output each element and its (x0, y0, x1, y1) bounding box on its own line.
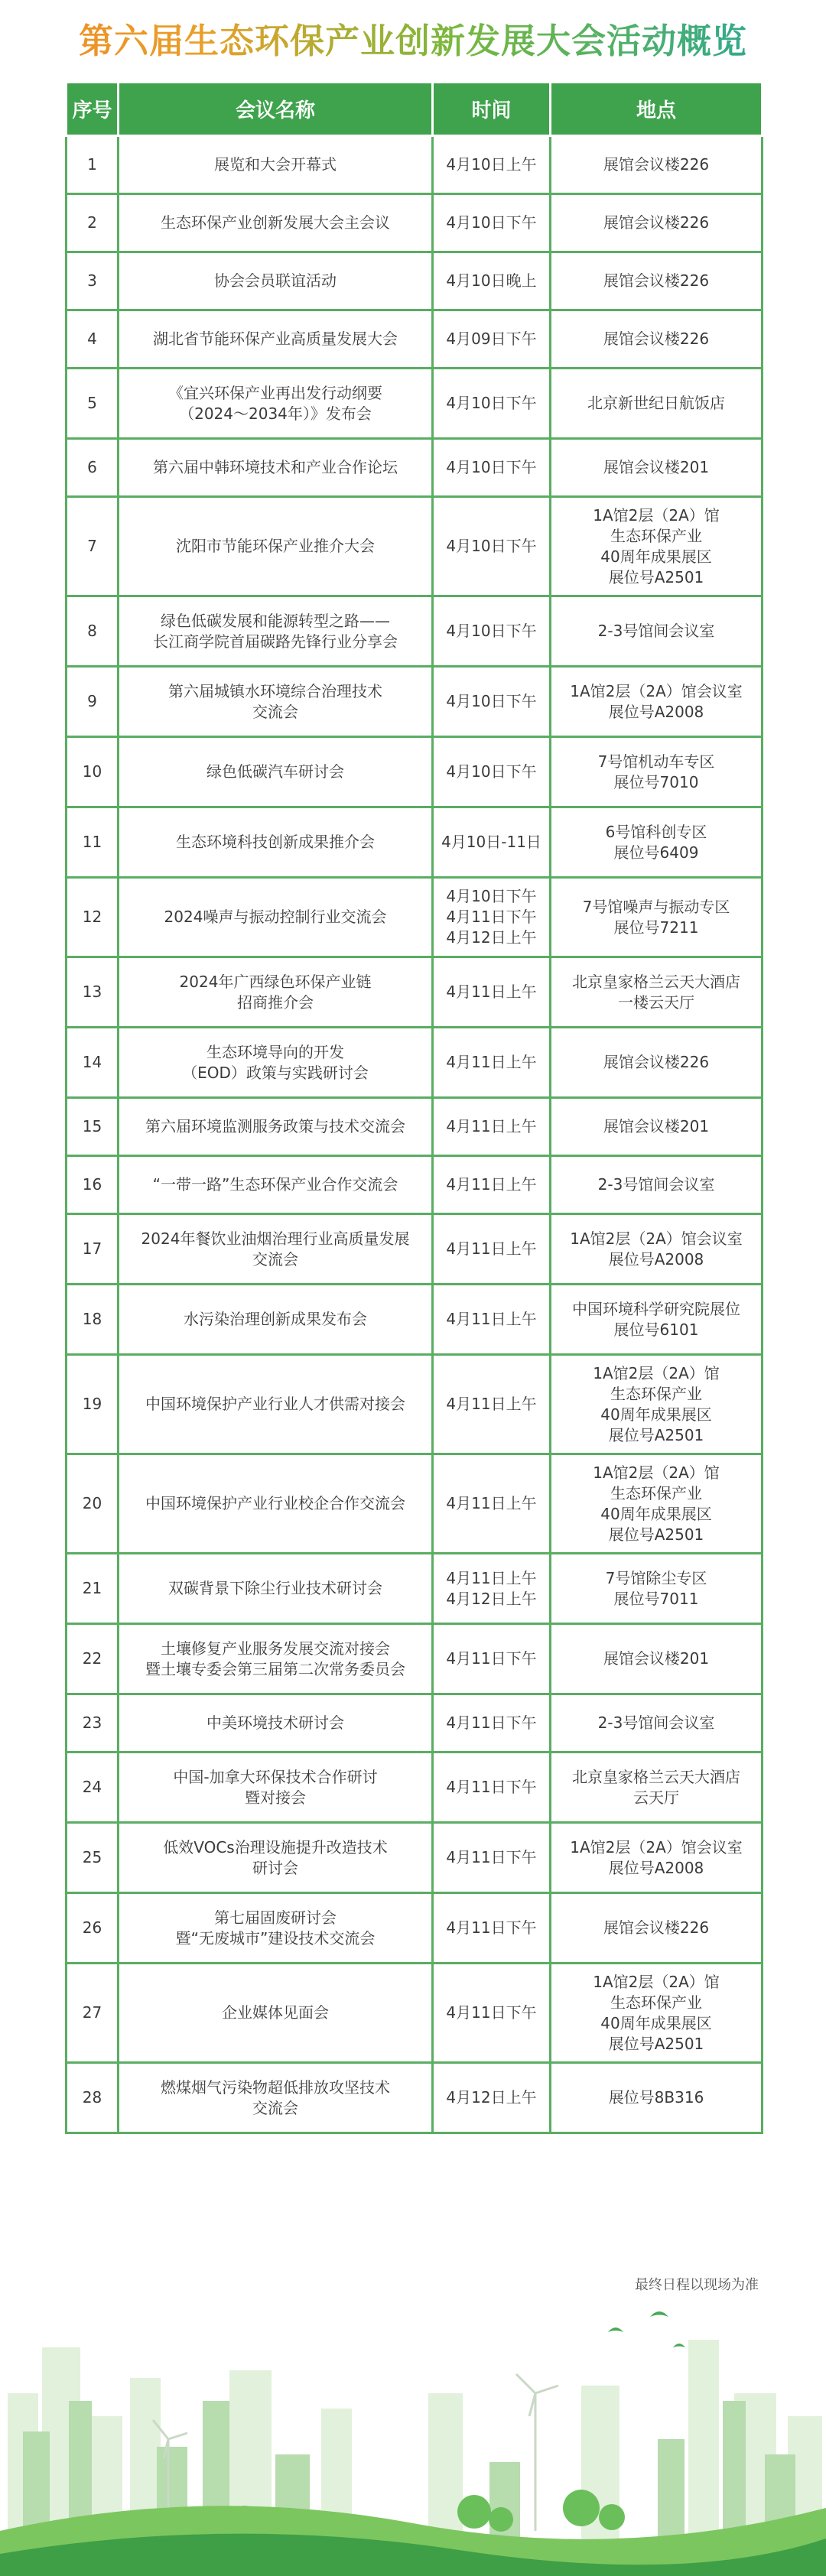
cell-place: 1A馆2层（2A）馆 生态环保产业 40周年成果展区 展位号A2501 (551, 1454, 763, 1554)
cell-name: 生态环境导向的开发 （EOD）政策与实践研讨会 (119, 1028, 433, 1098)
cell-name: 沈阳市节能环保产业推介大会 (119, 497, 433, 596)
header-place: 地点 (551, 83, 763, 136)
cell-place: 北京皇家格兰云天大酒店 云天厅 (551, 1753, 763, 1823)
cell-time: 4月11日下午 (433, 1964, 551, 2063)
cell-name: 中国-加拿大环保技术合作研讨 暨对接会 (119, 1753, 433, 1823)
table-row (67, 369, 763, 439)
cell-time: 4月10日-11日 (433, 807, 551, 878)
cell-name: 湖北省节能环保产业高质量发展大会 (119, 310, 433, 369)
cell-place: 中国环境科学研究院展位 展位号6101 (551, 1285, 763, 1355)
cell-time: 4月11日下午 (433, 1753, 551, 1823)
cell-no: 14 (67, 1028, 119, 1098)
cell-time: 4月12日上午 (433, 2063, 551, 2133)
cell-place: 2-3号馆间会议室 (551, 1156, 763, 1214)
table-row (67, 1214, 763, 1285)
cell-no: 26 (67, 1893, 119, 1964)
cell-time: 4月10日下午 (433, 439, 551, 497)
cell-place: 2-3号馆间会议室 (551, 1694, 763, 1753)
cell-place: 展馆会议楼201 (551, 439, 763, 497)
cell-name: 第六届城镇水环境综合治理技术 交流会 (119, 667, 433, 737)
cell-name: 展览和大会开幕式 (119, 136, 433, 194)
table-row (67, 1028, 763, 1098)
cell-place: 展馆会议楼201 (551, 1624, 763, 1694)
cell-place: 1A馆2层（2A）馆会议室 展位号A2008 (551, 1214, 763, 1285)
cell-name: 双碳背景下除尘行业技术研讨会 (119, 1554, 433, 1624)
cell-time: 4月09日下午 (433, 310, 551, 369)
table-row (67, 596, 763, 667)
table-row (67, 878, 763, 957)
cell-place: 7号馆机动车专区 展位号7010 (551, 737, 763, 807)
cell-name: 2024噪声与振动控制行业交流会 (119, 878, 433, 957)
cell-no: 12 (67, 878, 119, 957)
cell-name: 第六届中韩环境技术和产业合作论坛 (119, 439, 433, 497)
cell-name: 生态环保产业创新发展大会主会议 (119, 194, 433, 252)
cell-time: 4月11日下午 (433, 1624, 551, 1694)
table-row (67, 2063, 763, 2133)
cell-time: 4月10日下午 (433, 596, 551, 667)
cell-place: 1A馆2层（2A）馆 生态环保产业 40周年成果展区 展位号A2501 (551, 1355, 763, 1454)
cell-no: 25 (67, 1823, 119, 1893)
cell-place: 7号馆噪声与振动专区 展位号7211 (551, 878, 763, 957)
cell-time: 4月11日上午 (433, 1285, 551, 1355)
cell-time: 4月11日上午 (433, 1355, 551, 1454)
cell-no: 18 (67, 1285, 119, 1355)
cell-no: 22 (67, 1624, 119, 1694)
cell-name: “一带一路”生态环保产业合作交流会 (119, 1156, 433, 1214)
cell-time: 4月10日下午 (433, 667, 551, 737)
cell-time: 4月11日上午 (433, 1156, 551, 1214)
table-row (67, 136, 763, 194)
cell-time: 4月10日下午 (433, 737, 551, 807)
cell-name: 中国环境保护产业行业人才供需对接会 (119, 1355, 433, 1454)
cell-name: 低效VOCs治理设施提升改造技术 研讨会 (119, 1823, 433, 1893)
cell-name: 第七届固废研讨会 暨“无废城市”建设技术交流会 (119, 1893, 433, 1964)
cell-no: 15 (67, 1098, 119, 1156)
cell-name: 生态环境科技创新成果推介会 (119, 807, 433, 878)
cell-place: 展馆会议楼226 (551, 252, 763, 310)
table-row (67, 667, 763, 737)
cell-no: 27 (67, 1964, 119, 2063)
cell-no: 1 (67, 136, 119, 194)
schedule-table (65, 81, 763, 2134)
cell-place: 1A馆2层（2A）馆会议室 展位号A2008 (551, 1823, 763, 1893)
cell-no: 19 (67, 1355, 119, 1454)
table-row (67, 1156, 763, 1214)
table-row (67, 1823, 763, 1893)
cell-name: 企业媒体见面会 (119, 1964, 433, 2063)
table-row (67, 737, 763, 807)
cell-time: 4月11日上午 (433, 1214, 551, 1285)
cell-place: 展馆会议楼226 (551, 1028, 763, 1098)
cell-time: 4月10日晚上 (433, 252, 551, 310)
cell-name: 土壤修复产业服务发展交流对接会 暨土壤专委会第三届第二次常务委员会 (119, 1624, 433, 1694)
table-row (67, 252, 763, 310)
cell-no: 23 (67, 1694, 119, 1753)
table-row (67, 1554, 763, 1624)
cell-name: 水污染治理创新成果发布会 (119, 1285, 433, 1355)
table-row (67, 1753, 763, 1823)
cell-no: 9 (67, 667, 119, 737)
cell-place: 1A馆2层（2A）馆 生态环保产业 40周年成果展区 展位号A2501 (551, 1964, 763, 2063)
header-name: 会议名称 (119, 83, 433, 136)
cell-time: 4月11日下午 (433, 1694, 551, 1753)
cell-name: 绿色低碳发展和能源转型之路—— 长江商学院首届碳路先锋行业分享会 (119, 596, 433, 667)
table-row (67, 310, 763, 369)
cell-time: 4月10日下午 (433, 369, 551, 439)
cell-time: 4月10日下午 4月11日下午 4月12日上午 (433, 878, 551, 957)
cell-time: 4月11日上午 4月12日上午 (433, 1554, 551, 1624)
table-row (67, 1624, 763, 1694)
table-row (67, 1355, 763, 1454)
cell-no: 20 (67, 1454, 119, 1554)
cell-time: 4月10日下午 (433, 194, 551, 252)
cell-no: 8 (67, 596, 119, 667)
cell-time: 4月11日上午 (433, 1028, 551, 1098)
cell-place: 展馆会议楼226 (551, 1893, 763, 1964)
cell-place: 展位号8B316 (551, 2063, 763, 2133)
header-no: 序号 (67, 83, 119, 136)
table-row (67, 1454, 763, 1554)
cell-no: 17 (67, 1214, 119, 1285)
cell-no: 11 (67, 807, 119, 878)
cell-time: 4月11日下午 (433, 1893, 551, 1964)
cell-place: 展馆会议楼226 (551, 310, 763, 369)
cell-name: 燃煤烟气污染物超低排放攻坚技术 交流会 (119, 2063, 433, 2133)
cell-name: 2024年餐饮业油烟治理行业高质量发展 交流会 (119, 1214, 433, 1285)
cell-no: 2 (67, 194, 119, 252)
cell-no: 24 (67, 1753, 119, 1823)
cell-place: 2-3号馆间会议室 (551, 596, 763, 667)
cell-no: 7 (67, 497, 119, 596)
cell-time: 4月11日上午 (433, 1098, 551, 1156)
table-row (67, 1964, 763, 2063)
cell-time: 4月10日上午 (433, 136, 551, 194)
cell-time: 4月11日上午 (433, 957, 551, 1028)
cell-name: 绿色低碳汽车研讨会 (119, 737, 433, 807)
cell-no: 13 (67, 957, 119, 1028)
cell-place: 7号馆除尘专区 展位号7011 (551, 1554, 763, 1624)
table-row (67, 957, 763, 1028)
table-row (67, 1098, 763, 1156)
cell-place: 展馆会议楼201 (551, 1098, 763, 1156)
cell-name: 第六届环境监测服务政策与技术交流会 (119, 1098, 433, 1156)
cell-name: 中美环境技术研讨会 (119, 1694, 433, 1753)
cell-no: 10 (67, 737, 119, 807)
table-row (67, 439, 763, 497)
cell-place: 6号馆科创专区 展位号6409 (551, 807, 763, 878)
cell-time: 4月10日下午 (433, 497, 551, 596)
footnote: 最终日程以现场为准 (635, 2277, 759, 2293)
cell-name: 中国环境保护产业行业校企合作交流会 (119, 1454, 433, 1554)
table-row (67, 194, 763, 252)
cell-name: 2024年广西绿色环保产业链 招商推介会 (119, 957, 433, 1028)
table-body (67, 136, 763, 2133)
cell-no: 6 (67, 439, 119, 497)
page-title: 第六届生态环保产业创新发展大会活动概览 (0, 14, 826, 69)
cell-no: 3 (67, 252, 119, 310)
cell-no: 28 (67, 2063, 119, 2133)
cell-place: 展馆会议楼226 (551, 194, 763, 252)
cell-time: 4月11日上午 (433, 1454, 551, 1554)
table-row (67, 497, 763, 596)
header-time: 时间 (433, 83, 551, 136)
green-city-skyline-illustration (0, 2302, 826, 2576)
cell-place: 1A馆2层（2A）馆 生态环保产业 40周年成果展区 展位号A2501 (551, 497, 763, 596)
cell-place: 北京新世纪日航饭店 (551, 369, 763, 439)
cell-place: 1A馆2层（2A）馆会议室 展位号A2008 (551, 667, 763, 737)
table-row (67, 1285, 763, 1355)
cell-time: 4月11日下午 (433, 1823, 551, 1893)
table-row (67, 1694, 763, 1753)
table-header-row (67, 83, 763, 136)
cell-no: 5 (67, 369, 119, 439)
cell-place: 北京皇家格兰云天大酒店 一楼云天厅 (551, 957, 763, 1028)
cell-name: 《宜兴环保产业再出发行动纲要 （2024～2034年）》发布会 (119, 369, 433, 439)
cell-no: 21 (67, 1554, 119, 1624)
cell-name: 协会会员联谊活动 (119, 252, 433, 310)
cell-no: 16 (67, 1156, 119, 1214)
cell-no: 4 (67, 310, 119, 369)
table-row (67, 807, 763, 878)
table-row (67, 1893, 763, 1964)
cell-place: 展馆会议楼226 (551, 136, 763, 194)
